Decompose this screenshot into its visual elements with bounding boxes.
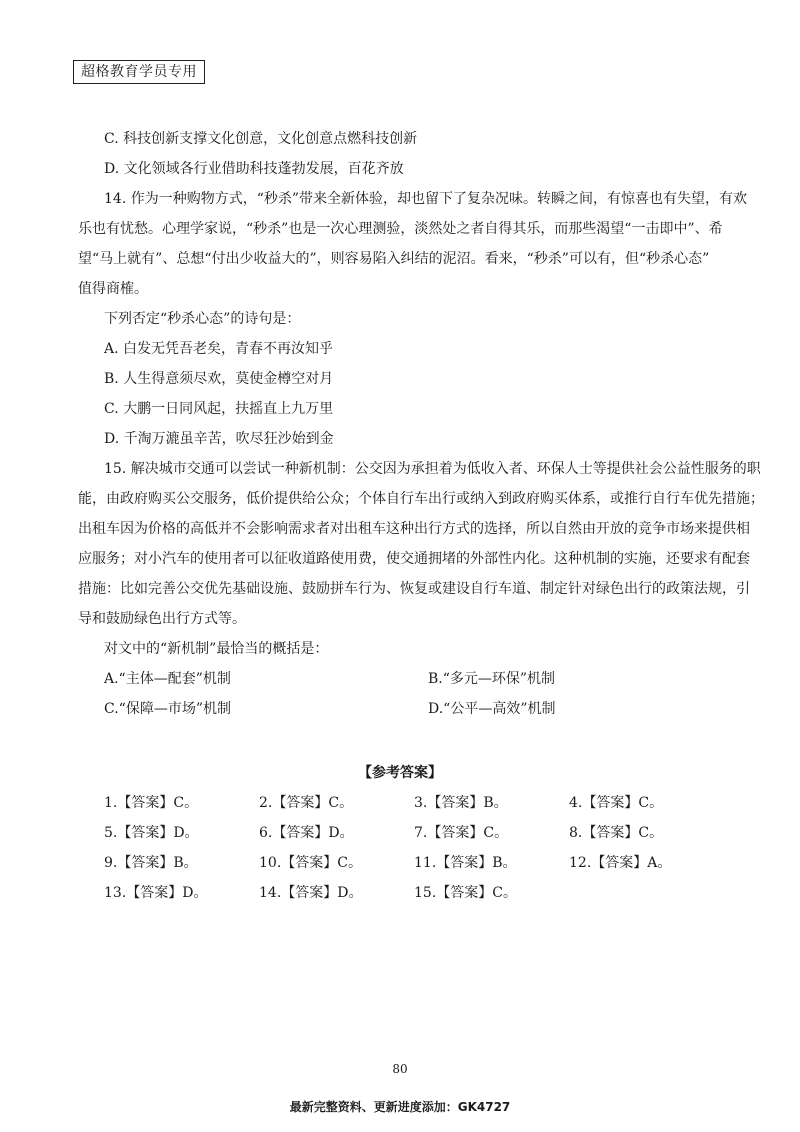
q15-prompt: 对文中的“新机制”最恰当的概括是：: [104, 641, 329, 657]
answer-item: 11.【答案】B。: [414, 855, 517, 871]
header-stamp: 超格教育学员专用: [73, 60, 205, 84]
q15-options-row-1: [78, 664, 726, 694]
q14-option-b: B. 人生得意须尽欢，莫使金樽空对月: [104, 371, 334, 387]
q15-option-c: C.“保障—市场”机制: [104, 701, 231, 717]
answer-item: 14.【答案】D。: [259, 885, 363, 901]
footer-note: 最新完整资料、更新进度添加：GK4727: [289, 1100, 511, 1114]
q15-line: 出租车因为价格的高低并不会影响需求者对出租车这种出行方式的选择，所以自然由开放的竞争市场来提供相: [78, 521, 750, 537]
answer-item: 5.【答案】D。: [104, 825, 199, 841]
q14-option-a: A. 白发无凭吾老矣，青春不再汝知乎: [104, 341, 334, 357]
q14-option-d: D. 千淘万漉虽辛苦，吹尽狂沙始到金: [104, 431, 334, 447]
page-number: 80: [392, 1062, 408, 1076]
q15-stem: [78, 454, 764, 634]
answer-item: 2.【答案】C。: [259, 795, 354, 811]
answer-item: 13.【答案】D。: [104, 885, 208, 901]
q15-options-row-2: [78, 694, 726, 724]
q14-stem: [78, 184, 748, 304]
q14-line: 望“马上就有”、总想“付出少收益大的”，则容易陷入纠结的泥沼。看来，“秒杀”可以有，但“秒杀心态”: [78, 251, 710, 267]
q14-prompt: 下列否定“秒杀心态”的诗句是：: [104, 311, 301, 327]
answer-item: 9.【答案】B。: [104, 855, 198, 871]
q15-option-a: A.“主体—配套”机制: [104, 671, 231, 687]
answers-grid: [104, 788, 744, 908]
answer-item: 1.【答案】C。: [104, 795, 199, 811]
answer-item: 15.【答案】C。: [414, 885, 517, 901]
answer-item: 8.【答案】C。: [569, 825, 664, 841]
q14-line: 值得商榷。: [78, 281, 148, 297]
q14-option-c: C. 大鹏一日同风起，扶摇直上九万里: [104, 401, 334, 417]
q15-line: 措施：比如完善公交优先基础设施、鼓励拼车行为、恢复或建设自行车道、制定针对绿色出行的政策法规，引: [78, 581, 750, 597]
answer-item: 12.【答案】A。: [569, 855, 672, 871]
q15-line: 应服务；对小汽车的使用者可以征收道路使用费，使交通拥堵的外部性内化。这种机制的实施，还要求有配套: [78, 551, 750, 567]
q15-option-d: D.“公平—高效”机制: [428, 701, 556, 717]
q15-line: 能，由政府购买公交服务，低价提供给公众；个体自行车出行或纳入到政府购买体系，或推行自行车优先措施；: [78, 491, 764, 507]
q14-line: 乐也有忧愁。心理学家说，“秒杀”也是一次心理测验，淡然处之者自得其乐，而那些渴望“一击即中”、希: [78, 221, 723, 237]
answer-item: 6.【答案】D。: [259, 825, 354, 841]
q15-line: 导和鼓励绿色出行方式等。: [78, 611, 246, 627]
answer-item: 7.【答案】C。: [414, 825, 509, 841]
q13-option-c: C. 科技创新支撑文化创意，文化创意点燃科技创新: [104, 131, 418, 147]
answer-item: 4.【答案】C。: [569, 795, 664, 811]
question-content: [78, 124, 764, 724]
answer-item: 3.【答案】B。: [414, 795, 508, 811]
q15-option-b: B.“多元—环保”机制: [428, 671, 556, 687]
answer-item: 10.【答案】C。: [259, 855, 362, 871]
q13-option-d: D. 文化领域各行业借助科技蓬勃发展，百花齐放: [104, 161, 404, 177]
q14-line: 14. 作为一种购物方式，“秒杀”带来全新体验，却也留下了复杂况味。转瞬之间，有惊喜也有失望，有欢: [104, 191, 748, 207]
q15-line: 15. 解决城市交通可以尝试一种新机制：公交因为承担着为低收入者、环保人士等提供社会公益性服务的职: [104, 461, 761, 477]
answers-title: 【参考答案】: [358, 765, 442, 781]
